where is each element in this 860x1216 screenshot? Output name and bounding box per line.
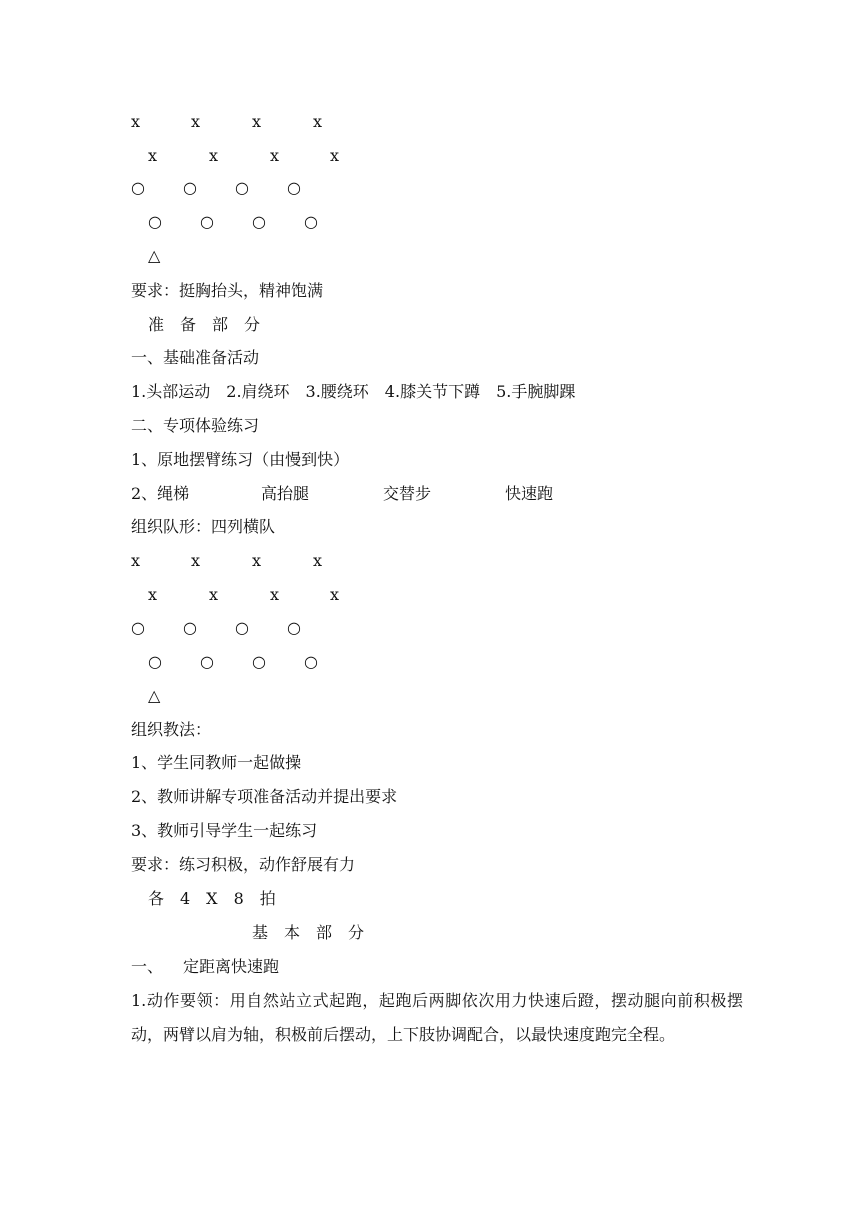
student-x-mark: x	[270, 146, 280, 165]
beats-line: 各 4 X 8 拍	[148, 889, 276, 908]
student-x-mark: x	[148, 585, 158, 604]
student-circle-mark: ○	[287, 618, 301, 637]
method-item: 3、教师引导学生一起练习	[131, 821, 318, 840]
student-circle-mark: ○	[183, 618, 197, 637]
student-circle-mark: ○	[148, 212, 162, 231]
requirement-line: 要求：练习积极，动作舒展有力	[131, 855, 356, 874]
teacher-triangle-mark: △	[148, 246, 161, 265]
basic-activities-list: 1.头部运动 2.肩绕环 3.腰绕环 4.膝关节下蹲 5.手腕脚踝	[131, 382, 576, 401]
student-x-mark: x	[252, 112, 262, 131]
student-circle-mark: ○	[252, 212, 266, 231]
student-circle-mark: ○	[131, 178, 145, 197]
student-circle-mark: ○	[304, 212, 318, 231]
subsection-heading: 定距离快速跑	[183, 957, 280, 976]
student-x-mark: x	[131, 551, 141, 570]
student-circle-mark: ○	[235, 178, 249, 197]
student-x-mark: x	[252, 551, 262, 570]
exercise-item: 2、绳梯	[131, 484, 190, 503]
student-circle-mark: ○	[252, 652, 266, 671]
student-circle-mark: ○	[148, 652, 162, 671]
student-x-mark: x	[313, 551, 323, 570]
student-x-mark: x	[131, 112, 141, 131]
section-heading-prep: 准 备 部 分	[148, 315, 261, 334]
student-circle-mark: ○	[200, 652, 214, 671]
teacher-triangle-mark: △	[148, 686, 161, 705]
subsection-heading-number: 一、	[131, 957, 164, 976]
student-circle-mark: ○	[287, 178, 301, 197]
student-x-mark: x	[209, 585, 219, 604]
student-circle-mark: ○	[304, 652, 318, 671]
student-x-mark: x	[330, 585, 340, 604]
subsection-heading: 一、基础准备活动	[131, 348, 260, 367]
student-x-mark: x	[148, 146, 158, 165]
student-circle-mark: ○	[235, 618, 249, 637]
student-x-mark: x	[191, 551, 201, 570]
student-circle-mark: ○	[200, 212, 214, 231]
student-x-mark: x	[313, 112, 323, 131]
requirement-line: 要求：挺胸抬头，精神饱满	[131, 281, 324, 300]
student-x-mark: x	[191, 112, 201, 131]
student-x-mark: x	[270, 585, 280, 604]
organization-formation-line: 组织队形：四列横队	[131, 517, 276, 536]
student-x-mark: x	[330, 146, 340, 165]
student-circle-mark: ○	[131, 618, 145, 637]
section-heading-main: 基 本 部 分	[252, 923, 365, 942]
exercise-item: 高抬腿	[261, 484, 310, 503]
exercise-item: 快速跑	[505, 484, 554, 503]
subsection-heading: 二、专项体验练习	[131, 416, 260, 435]
method-item: 1、学生同教师一起做操	[131, 753, 302, 772]
student-x-mark: x	[209, 146, 219, 165]
exercise-item: 交替步	[383, 484, 432, 503]
method-item: 2、教师讲解专项准备活动并提出要求	[131, 787, 398, 806]
organization-method-heading: 组织教法：	[131, 720, 212, 739]
exercise-item: 1、原地摆臂练习（由慢到快）	[131, 450, 350, 469]
student-circle-mark: ○	[183, 178, 197, 197]
technique-paragraph: 1.动作要领：用自然站立式起跑，起跑后两脚依次用力快速后蹬，摆动腿向前积极摆动，两臂以肩为轴，积极前后摆动，上下肢协调配合，以最快速度跑完全程。	[131, 991, 743, 1044]
